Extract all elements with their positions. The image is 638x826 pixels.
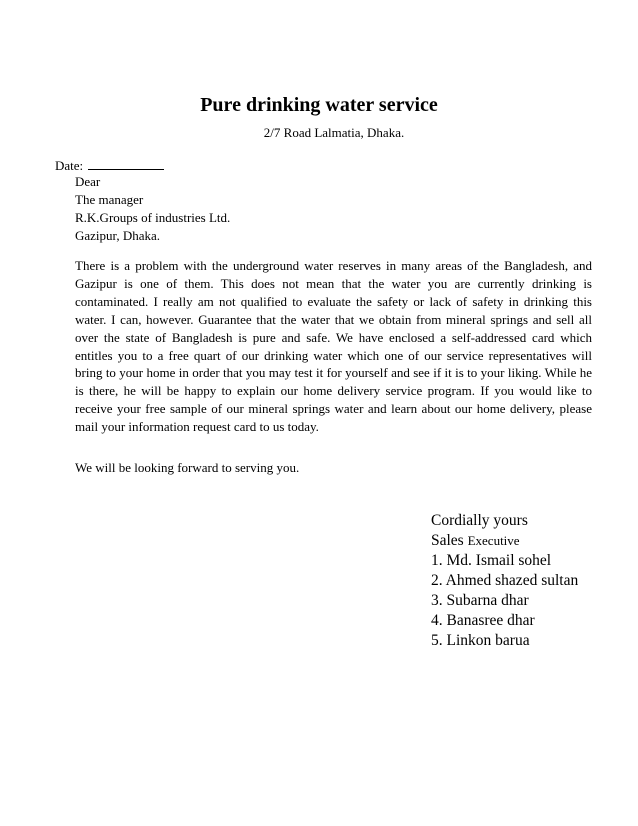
signature-name: 2. Ahmed shazed sultan xyxy=(431,572,579,589)
signature-name: 4. Banasree dhar xyxy=(431,612,535,629)
signature-name: 5. Linkon barua xyxy=(431,632,530,649)
signature-name: 1. Md. Ismail sohel xyxy=(431,552,552,569)
closing-sentence: We will be looking forward to serving you. xyxy=(75,460,300,475)
sender-address: 2/7 Road Lalmatia, Dhaka. xyxy=(263,125,405,140)
letter-title: Pure drinking water service xyxy=(200,94,438,116)
recipient-location: Gazipur, Dhaka. xyxy=(75,228,161,243)
recipient-company: R.K.Groups of industries Ltd. xyxy=(75,210,231,225)
recipient-title: The manager xyxy=(75,192,144,207)
date-label: Date: xyxy=(55,158,84,173)
recipient-block xyxy=(75,173,230,245)
signature-role xyxy=(431,531,578,551)
date-blank xyxy=(88,157,164,170)
signature-role-prefix: Sales xyxy=(431,532,464,549)
signature-name: 3. Subarna dhar xyxy=(431,592,529,609)
signature-role-suffix: Executive xyxy=(467,533,520,548)
salutation: Dear xyxy=(75,174,101,189)
letter-body: There is a problem with the underground water reserves in many areas of the Bangladesh, and Gazipur is one of them. This does not mean that the water you are currently drinking is contaminated. I really am not qualified to evaluate the safety or lack of safety in drinking this water. I can, however. Guarantee that the water that we obtain from mineral springs and sell all over the state of Bangladesh is pure and safe. We have enclosed a self-addressed card which entitles you to a free quart of our drinking water which one of our service representatives will bring to your home in order that you may test it for yourself and see if it is to your liking. While he is there, he will be happy to explain our home delivery service program. If you would like to receive your free sample of our mineral springs water and learn about our home delivery, please mail your information request card to us today. xyxy=(75,258,592,435)
signature-closing: Cordially yours xyxy=(431,512,528,529)
signature-block xyxy=(431,511,578,651)
